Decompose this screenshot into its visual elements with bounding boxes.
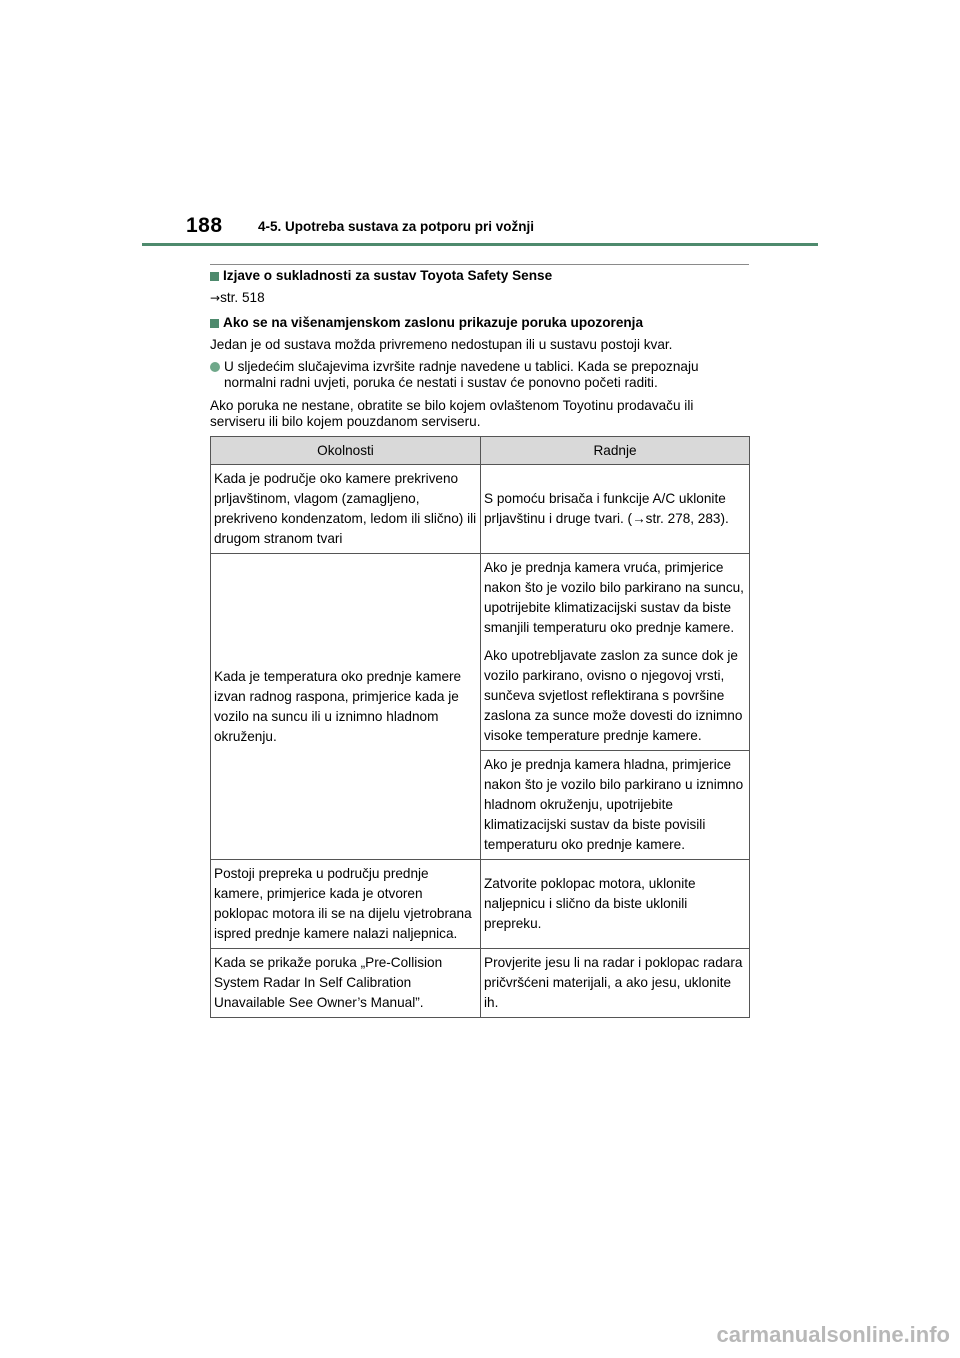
circle-bullet-icon (210, 362, 220, 372)
page-header (0, 0, 960, 250)
action-text: S pomoću brisača i funkcije A/C uklonite prljavštinu i druge tvari. (→str. 278, 283). (484, 491, 729, 526)
heading-conformity-text: Izjave o sukladnosti za sustav Toyota Safety Sense (223, 268, 553, 283)
condition-cell (211, 554, 481, 860)
section-title: 4-5. Upotreba sustava za potporu pri vožnji (258, 219, 535, 234)
bullet-instructions-text: U sljedećim slučajevima izvršite radnje navedene u tablici. Kada se prepoznaju normalni radni uvjeti, poruka će nestati i sustav će ponovno početi raditi. (224, 359, 699, 390)
paragraph-contact-dealer: Ako poruka ne nestane, obratite se bilo kojem ovlaštenom Toyotinu prodavaču ili serviseru ili bilo kojem pouzdanom serviseru. (210, 398, 694, 429)
table-row (211, 465, 750, 554)
condition-cell (211, 949, 481, 1018)
condition-text: Kada je područje oko kamere prekriveno prljavštinom, vlagom (zamagljeno, prekriveno kondenzatom, ledom ili slično) ili drugom stranom tvari (214, 471, 477, 546)
action-cell (481, 465, 750, 554)
condition-cell (211, 860, 481, 949)
action-text: Provjerite jesu li na radar i poklopac radara pričvršćeni materijali, a ako jesu, uklonite ih. (484, 955, 743, 1010)
heading-warning-message (210, 315, 750, 331)
action-text: Ako je prednja kamera hladna, primjerice nakon što je vozilo bilo parkirano u iznimno hladnom okruženju, upotrijebite klimatizacijski sustav da biste povisili temperaturu oko prednje kamere. (484, 757, 744, 852)
header-divider (142, 243, 818, 246)
heading-warning-message-text: Ako se na višenamjenskom zaslonu prikazuje poruka upozorenja (223, 315, 644, 330)
heading-conformity (210, 268, 750, 284)
arrow-right-icon: → (210, 291, 221, 305)
page-reference-text: str. 518 (220, 290, 265, 305)
page-number: 188 (186, 214, 223, 237)
condition-text: Postoji prepreka u području prednje kamere, primjerice kada je otvoren poklopac motora ili se na dijelu vjetrobrana ispred prednje kamere nalazi naljepnica. (214, 866, 472, 941)
column-header-conditions: Okolnosti (211, 437, 481, 465)
column-header-actions: Radnje (481, 437, 750, 465)
table-row (211, 860, 750, 949)
content-body (210, 268, 750, 430)
action-cell (481, 751, 750, 860)
watermark: carmanualsonline.info (716, 1322, 950, 1347)
condition-text: Kada je temperatura oko prednje kamere izvan radnog raspona, primjerice kada je vozilo na suncu ili u iznimno hladnom okruženju. (214, 668, 462, 744)
condition-cell (211, 465, 481, 554)
paragraph-system-unavailable: Jedan je od sustava možda privremeno nedostupan ili u sustavu postoji kvar. (210, 337, 673, 352)
action-text: Ako je prednja kamera vruća, primjerice nakon što je vozilo bilo parkirano na suncu, upotrijebite klimatizacijski sustav da biste smanjili temperaturu oko prednje kamere. (484, 560, 744, 635)
content-divider (210, 264, 749, 265)
action-text: Ako upotrebljavate zaslon za sunce dok je vozilo parkirano, ovisno o njegovoj vrsti, sunčeva svjetlost reflektirana s površine zaslona za sunce može dovesti do iznimno visoke temperature prednje kamere. (484, 648, 743, 743)
warning-table (210, 436, 750, 1018)
square-bullet-icon (210, 272, 219, 281)
action-cell (481, 860, 750, 949)
bullet-instructions (210, 359, 750, 391)
table-row (211, 949, 750, 1018)
table-header-row (211, 437, 750, 465)
square-bullet-icon (210, 319, 219, 328)
table-row (211, 554, 750, 751)
page-reference (210, 290, 750, 306)
action-cell (481, 949, 750, 1018)
action-cell (481, 554, 750, 751)
action-text: Zatvorite poklopac motora, uklonite naljepnicu i slično da biste uklonili prepreku. (484, 876, 696, 931)
condition-text: Kada se prikaže poruka „Pre-Collision System Radar In Self Calibration Unavailable See Owner’s Manual”. (214, 955, 443, 1010)
